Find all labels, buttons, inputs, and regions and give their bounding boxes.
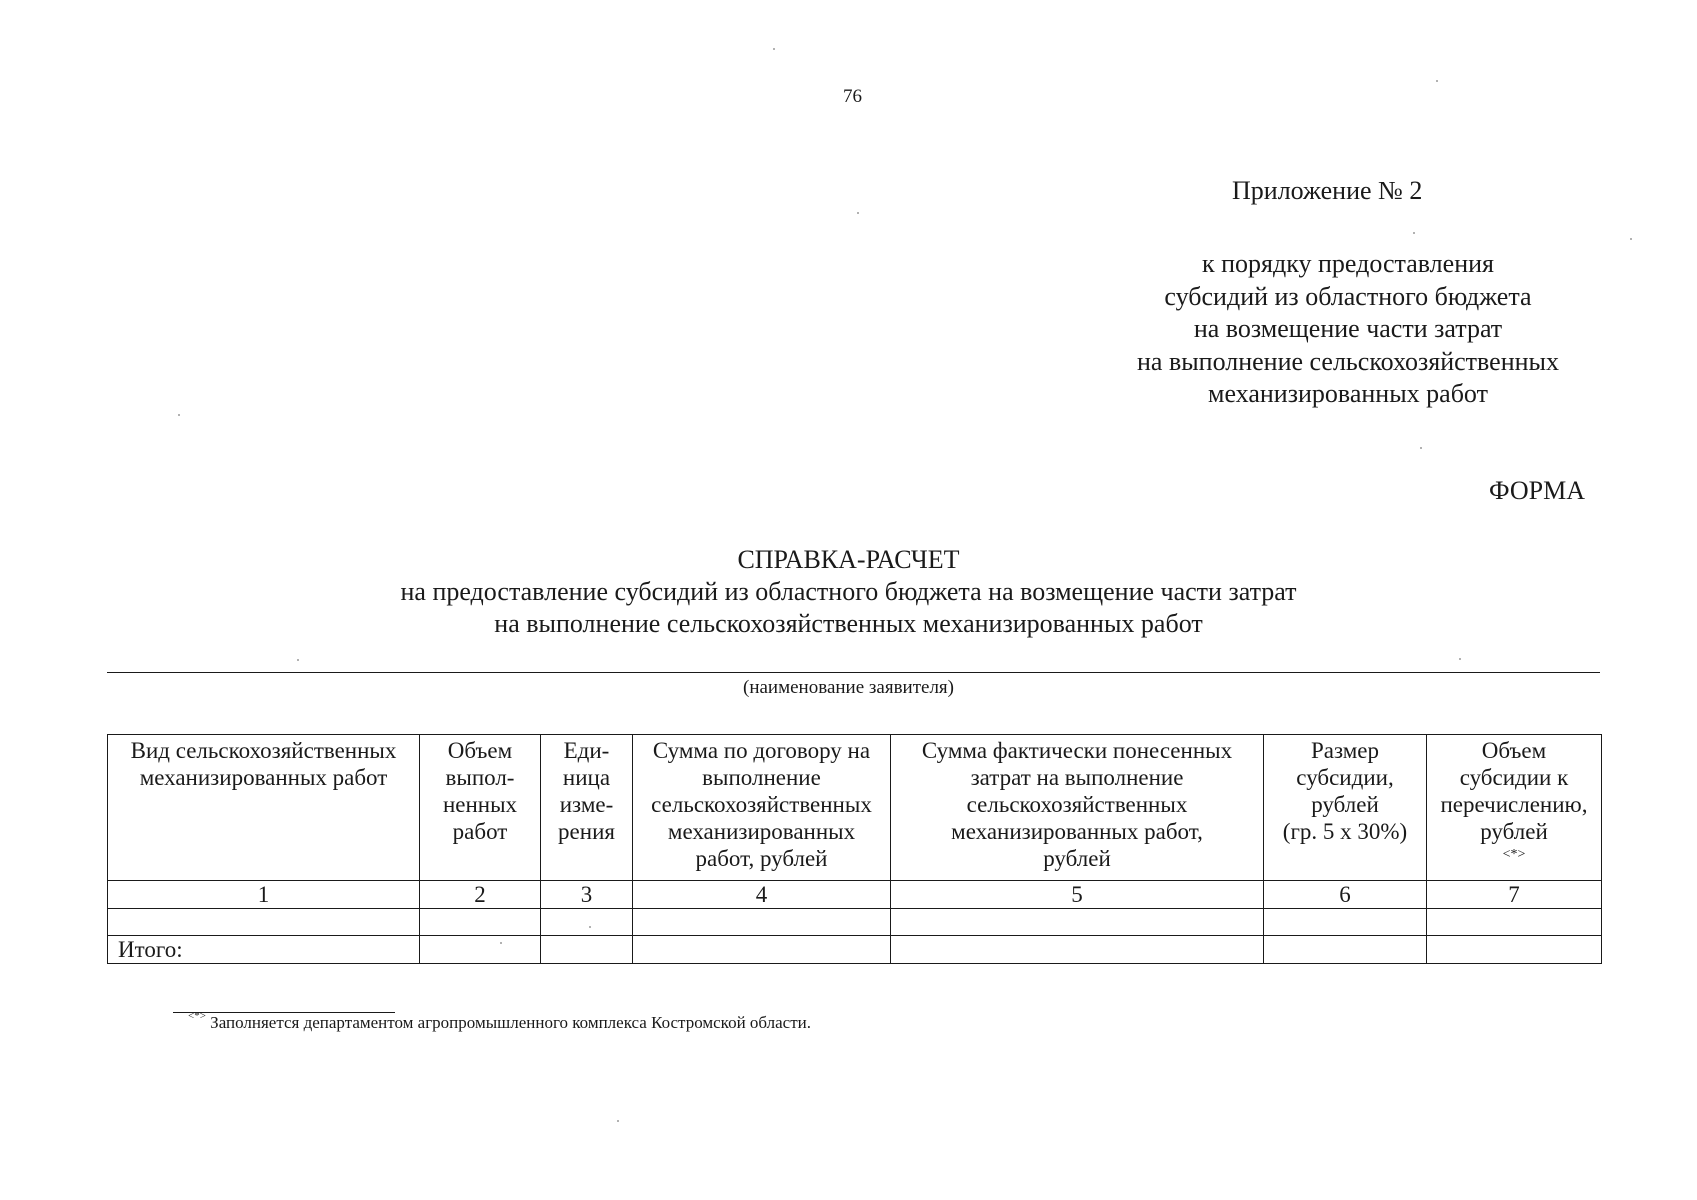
footnote — [188, 1010, 811, 1033]
column-number: 3 — [541, 881, 633, 909]
applicant-caption: (наименование заявителя) — [743, 677, 954, 698]
header-line: субсидии к — [1459, 765, 1569, 790]
total-label: Итого: — [108, 936, 420, 964]
scan-speck — [500, 942, 502, 944]
header-unit — [541, 735, 633, 881]
appendix-subtitle-line: на выполнение сельскохозяйственных — [1136, 346, 1560, 376]
appendix-subtitle-line: на возмещение части затрат — [1193, 314, 1503, 343]
table-cell — [420, 936, 541, 964]
header-line: работ — [452, 819, 508, 844]
table-cell — [541, 909, 633, 936]
header-work-type — [108, 735, 420, 881]
scan-speck — [1413, 232, 1415, 234]
header-line: сельскохозяйственных — [651, 792, 872, 817]
header-line: затрат на выполнение — [970, 765, 1184, 790]
table-cell — [108, 909, 420, 936]
header-line: перечислению, — [1440, 792, 1588, 817]
header-line: Еди- — [563, 738, 610, 763]
scan-speck — [1436, 80, 1438, 82]
table-cell — [1427, 909, 1602, 936]
scan-speck — [589, 926, 591, 928]
table-cell — [420, 909, 541, 936]
appendix-subtitle — [1088, 248, 1608, 411]
header-line: Вид сельскохозяйственных — [130, 738, 397, 763]
column-number: 7 — [1427, 881, 1602, 909]
table-cell — [891, 909, 1264, 936]
header-line — [1431, 818, 1597, 872]
scan-speck — [857, 212, 859, 214]
scan-speck — [1420, 447, 1422, 449]
header-line: ница — [562, 765, 611, 790]
table-cell — [1264, 909, 1427, 936]
document-title-line: на выполнение сельскохозяйственных механизированных работ — [494, 609, 1203, 638]
header-line: ненных — [442, 792, 518, 817]
header-line: сельскохозяйственных — [966, 792, 1188, 817]
header-actual-costs — [891, 735, 1264, 881]
scan-speck — [1630, 238, 1632, 240]
header-line: выпол- — [445, 765, 515, 790]
applicant-name-line — [107, 672, 1600, 673]
header-line: рублей — [1043, 846, 1111, 871]
footnote-mark: <*> — [1502, 847, 1526, 862]
table-cell — [1427, 936, 1602, 964]
table-cell — [891, 936, 1264, 964]
header-line: Сумма по договору на — [652, 738, 871, 763]
appendix-subtitle-line: механизированных работ — [1208, 379, 1488, 408]
header-line: механизированных работ, — [951, 819, 1203, 844]
column-number-row — [108, 881, 1602, 909]
document-title-line: на предоставление субсидий из областного бюджета на возмещение части затрат — [400, 577, 1297, 606]
header-line: механизированных — [667, 819, 856, 844]
header-line: работ, рублей — [695, 846, 828, 871]
header-line: Сумма фактически понесенных — [921, 738, 1233, 763]
header-work-volume — [420, 735, 541, 881]
column-number: 4 — [633, 881, 891, 909]
scan-speck — [178, 414, 180, 416]
table-row — [108, 909, 1602, 936]
scan-speck — [1459, 658, 1461, 660]
column-number: 5 — [891, 881, 1264, 909]
header-line: механизированных работ — [139, 765, 388, 790]
header-line: (гр. 5 х 30%) — [1282, 819, 1408, 844]
table-cell — [1264, 936, 1427, 964]
header-line: Объем — [1481, 738, 1547, 763]
footnote-mark: <*> — [188, 1010, 206, 1022]
appendix-subtitle-line: к порядку предоставления — [1202, 249, 1494, 278]
header-line-text: рублей — [1480, 819, 1548, 844]
document-heading: СПРАВКА-РАСЧЕТ — [737, 545, 960, 574]
header-subsidy-transfer — [1427, 735, 1602, 881]
header-line: Размер — [1310, 738, 1380, 763]
header-line: Объем — [447, 738, 513, 763]
document-title — [0, 544, 1697, 640]
scan-speck — [773, 48, 775, 50]
table-cell — [633, 909, 891, 936]
column-number: 6 — [1264, 881, 1427, 909]
header-subsidy-size — [1264, 735, 1427, 881]
column-number: 2 — [420, 881, 541, 909]
table-cell — [633, 936, 891, 964]
table-cell — [541, 936, 633, 964]
column-number: 1 — [108, 881, 420, 909]
calculation-table — [107, 734, 1602, 964]
header-line: выполнение — [702, 765, 821, 790]
page-number: 76 — [843, 86, 862, 107]
appendix-subtitle-line: субсидий из областного бюджета — [1164, 281, 1532, 311]
form-label: ФОРМА — [1489, 476, 1585, 505]
header-line: рения — [558, 819, 615, 844]
footnote-text: Заполняется департаментом агропромышленного комплекса Костромской области. — [205, 1013, 811, 1032]
header-contract-sum — [633, 735, 891, 881]
header-line: изме- — [559, 792, 614, 817]
table-header-row — [108, 735, 1602, 881]
appendix-title: Приложение № 2 — [1232, 176, 1423, 205]
header-line: рублей — [1311, 792, 1379, 817]
scan-speck — [297, 659, 299, 661]
scan-speck — [617, 1120, 619, 1122]
total-row — [108, 936, 1602, 964]
header-line: субсидии, — [1296, 765, 1394, 790]
